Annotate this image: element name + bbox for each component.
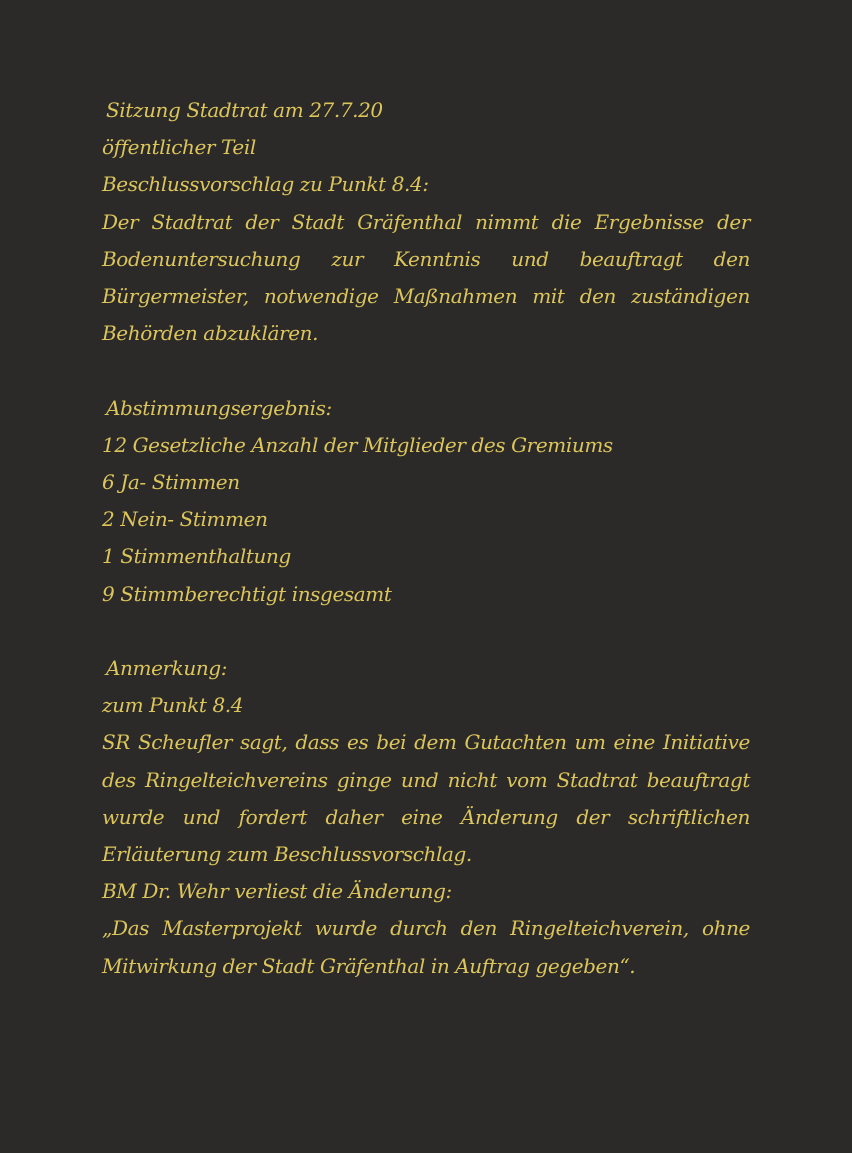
section-label: öffentlicher Teil [102, 135, 256, 160]
note-reference: zum Punkt 8.4 [102, 693, 244, 718]
note-text: SR Scheufler sagt, dass es bei dem Gutachten um eine Initiative des Ringelteichvereins ginge und nicht vom Stadtrat beauftragt wurde und fordert daher eine Änderung der schriftlichen Erläuterung zum Beschlussvorschlag. [102, 730, 750, 867]
vote-no: 2 Nein- Stimmen [102, 507, 268, 532]
vote-abstain: 1 Stimmenthaltung [102, 544, 291, 569]
meeting-title: Sitzung Stadtrat am 27.7.20 [106, 98, 383, 122]
vote-heading: Abstimmungsergebnis: [106, 395, 332, 420]
proposal-heading: Beschlussvorschlag zu Punkt 8.4: [102, 172, 429, 197]
note-quote: „Das Masterprojekt wurde durch den Ringelteichverein, ohne Mitwirkung der Stadt Gräfenthal in Auftrag gegeben“. [102, 916, 750, 978]
spacer [102, 352, 750, 389]
document-body [102, 92, 750, 985]
proposal-text: Der Stadtrat der Stadt Gräfenthal nimmt die Ergebnisse der Bodenuntersuchung zur Kenntnis und beauftragt den Bürgermeister, notwendige Maßnahmen mit den zuständigen Behörden abzuklären. [102, 209, 750, 346]
vote-yes: 6 Ja- Stimmen [102, 470, 240, 495]
note-reader: BM Dr. Wehr verliest die Änderung: [102, 879, 452, 904]
vote-total: 9 Stimmberechtigt insgesamt [102, 581, 392, 606]
spacer [102, 613, 750, 650]
vote-members: 12 Gesetzliche Anzahl der Mitglieder des Gremiums [102, 432, 613, 457]
note-heading: Anmerkung: [106, 656, 228, 681]
